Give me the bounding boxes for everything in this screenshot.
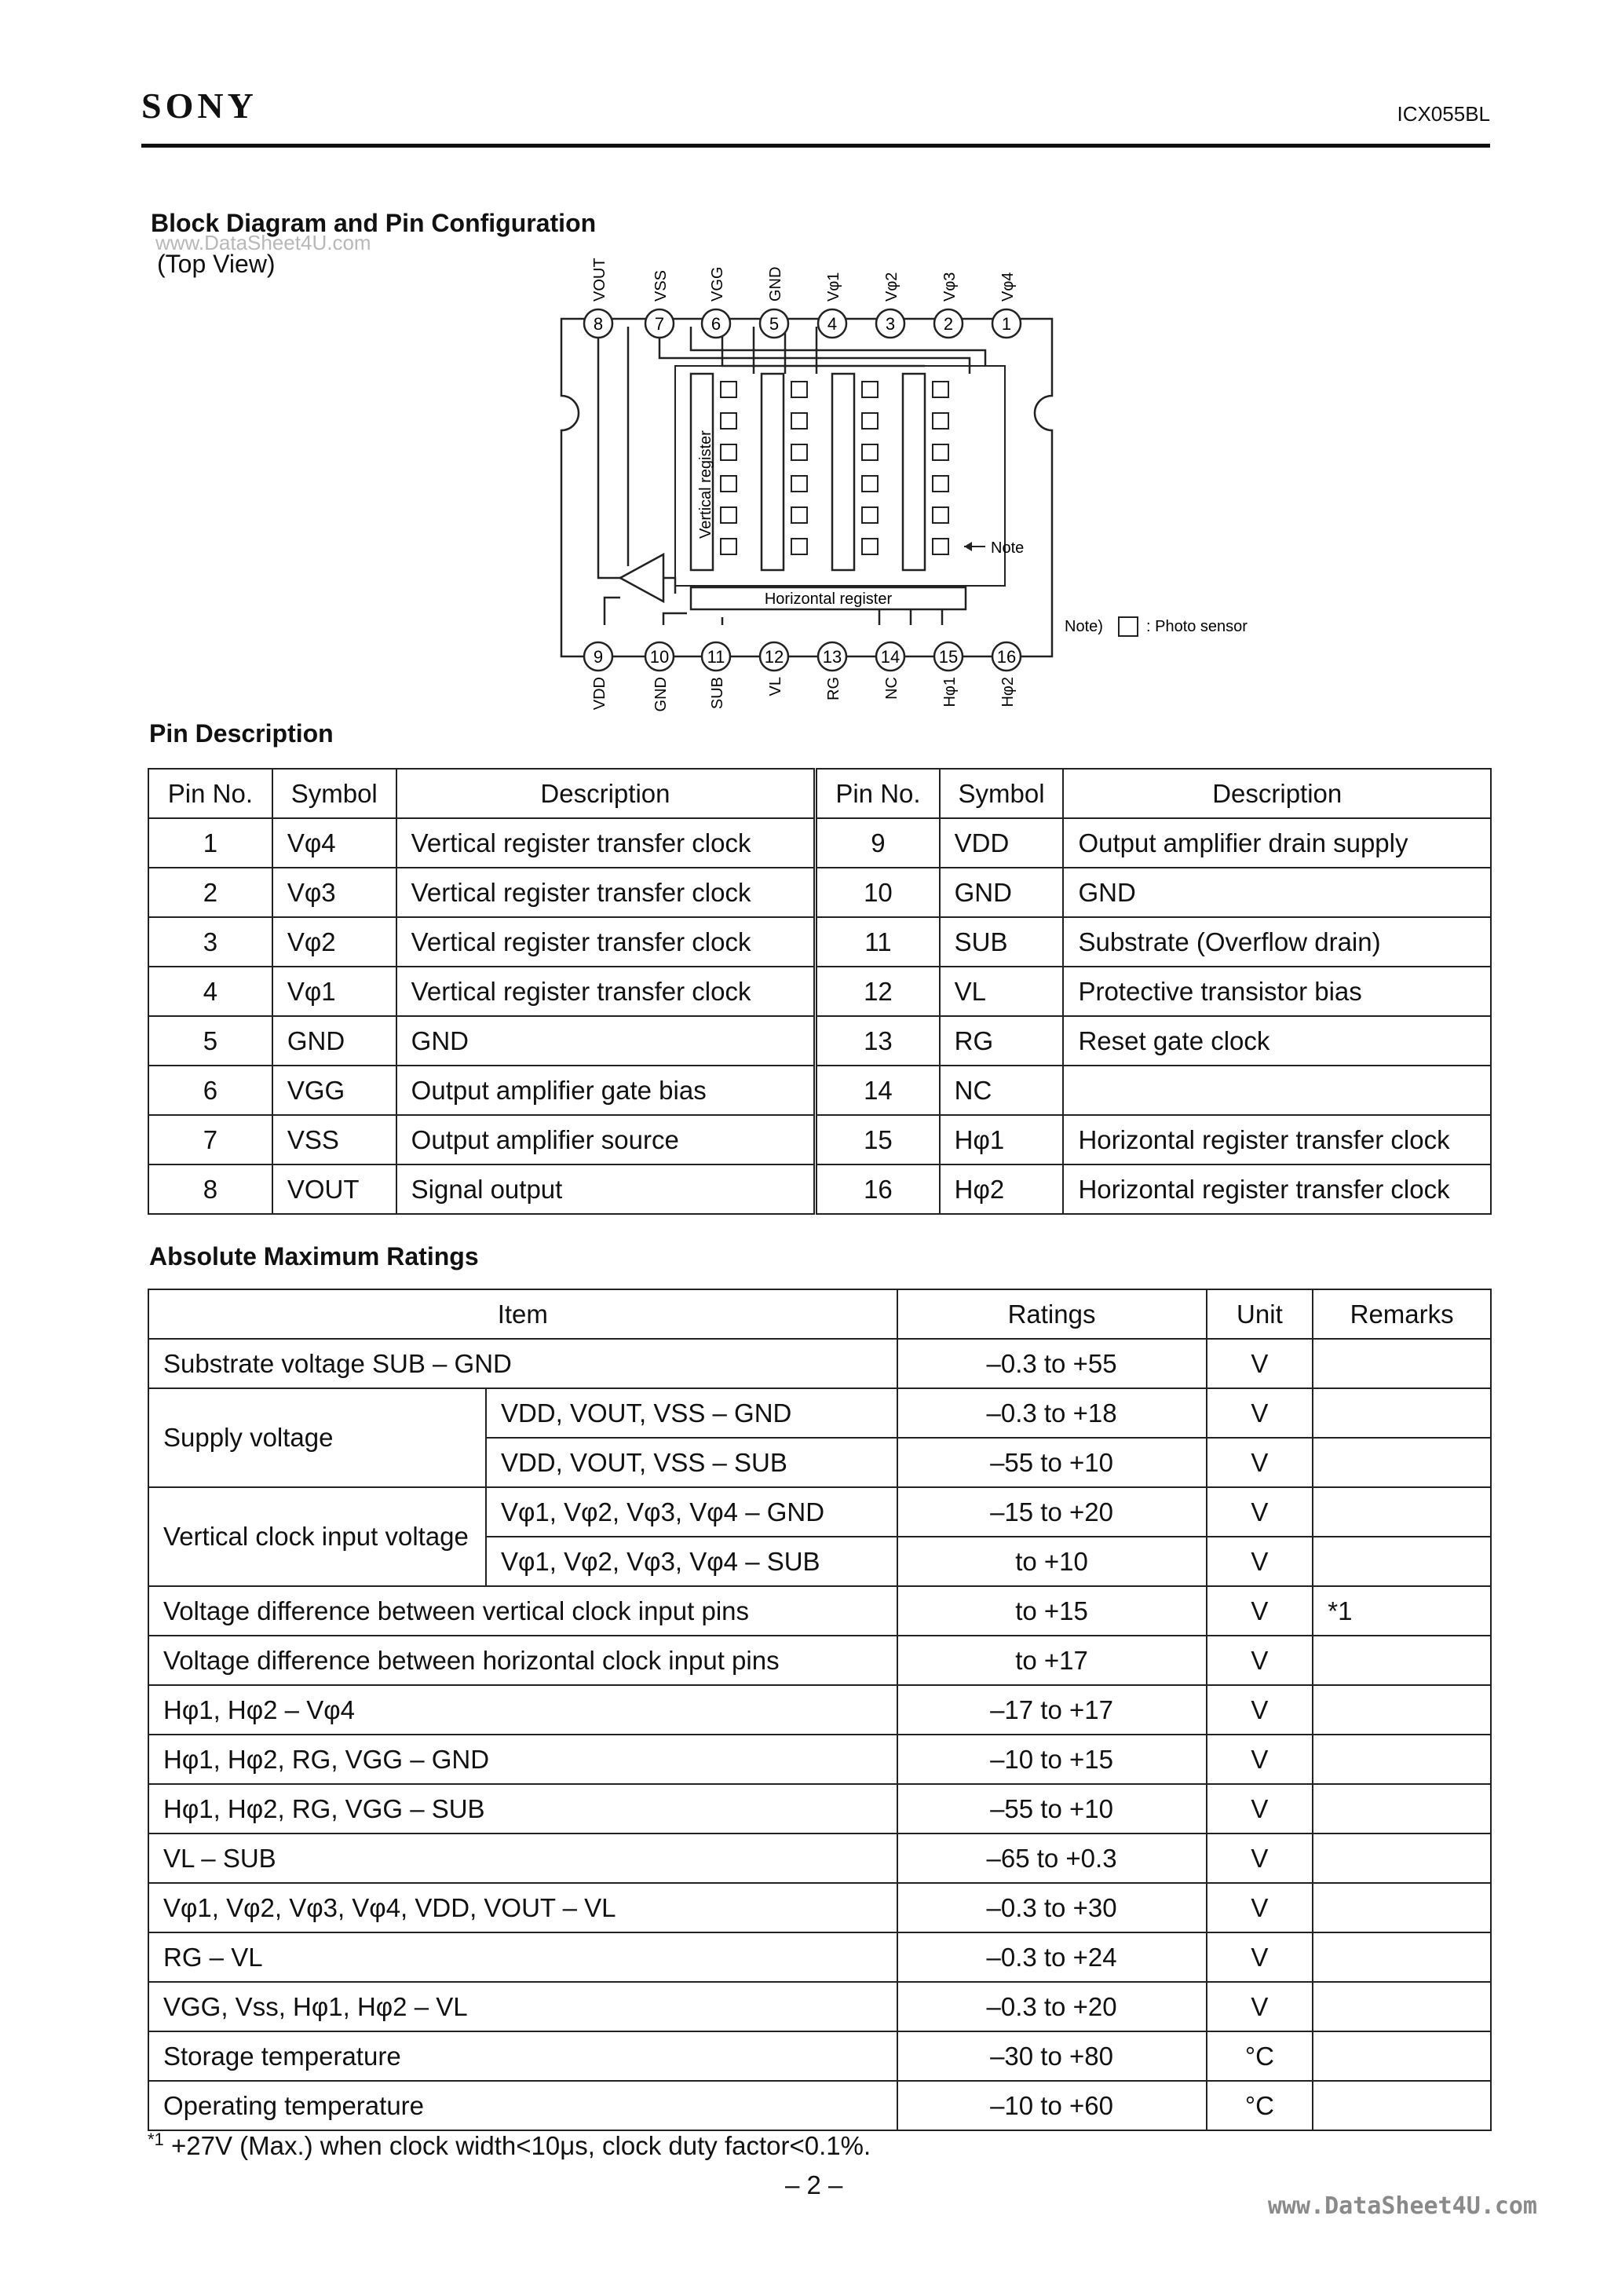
header-rule — [141, 144, 1490, 148]
footnote-mark: *1 — [148, 2130, 164, 2149]
bottom-pin-num: 15 — [938, 647, 959, 667]
bottom-pin-label: Hφ1 — [941, 677, 959, 707]
cell: 9 — [816, 818, 940, 868]
cell-unit: V — [1207, 1388, 1313, 1438]
header-ratings: Ratings — [897, 1289, 1207, 1339]
cell: Output amplifier drain supply — [1063, 818, 1491, 868]
cell-rating: –55 to +10 — [897, 1438, 1207, 1487]
cell-rating: –10 to +15 — [897, 1735, 1207, 1784]
cell-item: Storage temperature — [148, 2031, 897, 2081]
table-row — [148, 1685, 1491, 1735]
cell: GND — [940, 868, 1064, 917]
watermark-top: www.DataSheet4U.com — [155, 231, 371, 254]
cell-item: Hφ1, Hφ2, RG, VGG – SUB — [148, 1784, 897, 1834]
cell-unit: V — [1207, 1735, 1313, 1784]
note-legend-text: : Photo sensor — [1146, 618, 1248, 635]
cell-item: Supply voltage — [148, 1388, 486, 1487]
cell: 1 — [148, 818, 272, 868]
top-pin-label: Vφ1 — [825, 272, 842, 302]
header-description: Description — [1063, 769, 1491, 818]
header-remarks: Remarks — [1313, 1289, 1491, 1339]
footnote — [148, 2130, 871, 2161]
bottom-pin-num: 11 — [707, 647, 725, 667]
cell-subitem: Vφ1, Vφ2, Vφ3, Vφ4 – GND — [486, 1487, 897, 1537]
cell-item: Vertical clock input voltage — [148, 1487, 486, 1586]
cell: Horizontal register transfer clock — [1063, 1115, 1491, 1164]
top-pin-num: 8 — [593, 314, 604, 334]
cell: 8 — [148, 1164, 272, 1214]
top-pin-label: VGG — [709, 266, 726, 302]
bottom-pin-num: 16 — [996, 647, 1017, 667]
cell-remarks — [1313, 1932, 1491, 1982]
cell: 15 — [816, 1115, 940, 1164]
cell-item: Voltage difference between horizontal clock input pins — [148, 1636, 897, 1685]
bottom-pin-num: 13 — [822, 647, 842, 667]
table-header-row — [148, 1289, 1491, 1339]
footnote-text: +27V (Max.) when clock width<10μs, clock duty factor<0.1%. — [170, 2131, 871, 2160]
cell-subitem: VDD, VOUT, VSS – GND — [486, 1388, 897, 1438]
cell: VOUT — [272, 1164, 396, 1214]
cell: Signal output — [396, 1164, 816, 1214]
cell-item: Substrate voltage SUB – GND — [148, 1339, 897, 1388]
bottom-pin-label: VL — [767, 677, 784, 696]
cell: Vertical register transfer clock — [396, 818, 816, 868]
cell: 3 — [148, 917, 272, 967]
table-row — [148, 917, 1491, 967]
cell-remarks — [1313, 1537, 1491, 1586]
note-arrowhead-icon — [964, 542, 972, 551]
top-pin-num: 7 — [654, 314, 665, 334]
cell-unit: V — [1207, 1685, 1313, 1735]
cell-remarks — [1313, 2031, 1491, 2081]
header-pin-no: Pin No. — [148, 769, 272, 818]
horizontal-register-label: Horizontal register — [764, 590, 893, 608]
cell: Reset gate clock — [1063, 1016, 1491, 1066]
table-row — [148, 1982, 1491, 2031]
bottom-pin-row — [584, 642, 1021, 711]
cell-unit: V — [1207, 1982, 1313, 2031]
bottom-pin-label: RG — [825, 677, 842, 700]
cell-item: Vφ1, Vφ2, Vφ3, Vφ4, VDD, VOUT – VL — [148, 1883, 897, 1932]
cell: NC — [940, 1066, 1064, 1115]
note-legend-prefix: Note) — [1065, 618, 1103, 635]
cell-item: Voltage difference between vertical clock input pins — [148, 1586, 897, 1636]
cell-rating: –17 to +17 — [897, 1685, 1207, 1735]
cell: Output amplifier source — [396, 1115, 816, 1164]
cell: Horizontal register transfer clock — [1063, 1164, 1491, 1214]
cell: 2 — [148, 868, 272, 917]
cell-unit: V — [1207, 1636, 1313, 1685]
cell-unit: V — [1207, 1932, 1313, 1982]
cell-rating: –0.3 to +24 — [897, 1932, 1207, 1982]
bottom-pin-label: VDD — [591, 677, 608, 711]
cell-unit: V — [1207, 1834, 1313, 1883]
cell: Hφ2 — [940, 1164, 1064, 1214]
top-pin-num: 5 — [769, 314, 780, 334]
cell-remarks — [1313, 2081, 1491, 2130]
cell-remarks — [1313, 1487, 1491, 1537]
cell: SUB — [940, 917, 1064, 967]
table-row — [148, 1834, 1491, 1883]
top-pin-label: Vφ3 — [941, 272, 959, 302]
cell-unit: V — [1207, 1339, 1313, 1388]
top-pin-label: Vφ4 — [999, 272, 1017, 302]
cell: Vertical register transfer clock — [396, 917, 816, 967]
vertical-register-label: Vertical register — [697, 430, 714, 539]
table-row — [148, 818, 1491, 868]
cell-remarks — [1313, 1735, 1491, 1784]
top-pin-row — [584, 258, 1021, 338]
sony-logo: SONY — [141, 86, 258, 126]
cell-unit: V — [1207, 1487, 1313, 1537]
table-row — [148, 1066, 1491, 1115]
cell-remarks — [1313, 1982, 1491, 2031]
block-diagram — [550, 248, 1288, 719]
cell-unit: V — [1207, 1784, 1313, 1834]
cell: VSS — [272, 1115, 396, 1164]
cell: 6 — [148, 1066, 272, 1115]
photo-sensor-legend-icon — [1119, 617, 1138, 636]
table-row — [148, 1388, 1491, 1438]
cell: Vertical register transfer clock — [396, 967, 816, 1016]
bottom-pin-num: 12 — [764, 647, 784, 667]
watermark-bottom: www.DataSheet4U.com — [1267, 2192, 1537, 2220]
cell-rating: –30 to +80 — [897, 2031, 1207, 2081]
table-row — [148, 1932, 1491, 1982]
cell: Protective transistor bias — [1063, 967, 1491, 1016]
cell-rating: –55 to +10 — [897, 1784, 1207, 1834]
cell-rating: –10 to +60 — [897, 2081, 1207, 2130]
pin-description-table — [148, 768, 1492, 1215]
cell: GND — [272, 1016, 396, 1066]
table-row — [148, 1784, 1491, 1834]
cell: Vφ3 — [272, 868, 396, 917]
cell: Vertical register transfer clock — [396, 868, 816, 917]
pin-description-title: Pin Description — [149, 719, 334, 748]
cell: Output amplifier gate bias — [396, 1066, 816, 1115]
cell-rating: –0.3 to +18 — [897, 1388, 1207, 1438]
cell: GND — [1063, 868, 1491, 917]
table-row — [148, 1636, 1491, 1685]
cell: 13 — [816, 1016, 940, 1066]
cell: VGG — [272, 1066, 396, 1115]
block-diagram-subtitle: (Top View) — [157, 250, 276, 278]
header-pin-no: Pin No. — [816, 769, 940, 818]
top-pin-label: GND — [767, 266, 784, 302]
table-row — [148, 1339, 1491, 1388]
block-diagram-title: Block Diagram and Pin Configuration — [151, 209, 597, 237]
cell-item: Hφ1, Hφ2 – Vφ4 — [148, 1685, 897, 1735]
top-pin-label: VOUT — [591, 258, 608, 302]
table-row — [148, 2031, 1491, 2081]
cell: Vφ4 — [272, 818, 396, 868]
table-row — [148, 1487, 1491, 1537]
cell-rating: –0.3 to +20 — [897, 1982, 1207, 2031]
cell: VDD — [940, 818, 1064, 868]
cell: 4 — [148, 967, 272, 1016]
bottom-pin-num: 14 — [880, 647, 901, 667]
cell-remarks — [1313, 1784, 1491, 1834]
cell: GND — [396, 1016, 816, 1066]
cell: Vφ2 — [272, 917, 396, 967]
cell: Vφ1 — [272, 967, 396, 1016]
cell-item: Operating temperature — [148, 2081, 897, 2130]
cell: 12 — [816, 967, 940, 1016]
cell: 16 — [816, 1164, 940, 1214]
part-number: ICX055BL — [1397, 102, 1490, 126]
cell: 14 — [816, 1066, 940, 1115]
cell-remarks — [1313, 1834, 1491, 1883]
bottom-pin-num: 10 — [649, 647, 670, 667]
bottom-pin-label: SUB — [709, 677, 726, 710]
cell-remarks — [1313, 1883, 1491, 1932]
cell-unit: V — [1207, 1438, 1313, 1487]
cell-remarks — [1313, 1339, 1491, 1388]
header-description: Description — [396, 769, 816, 818]
top-pin-label: VSS — [652, 269, 670, 302]
bottom-pin-label: GND — [652, 677, 670, 712]
cell: 10 — [816, 868, 940, 917]
cell-remarks — [1313, 1685, 1491, 1735]
top-pin-num: 3 — [885, 314, 896, 334]
table-row — [148, 1016, 1491, 1066]
top-pin-label: Vφ2 — [883, 272, 901, 302]
amr-title: Absolute Maximum Ratings — [149, 1242, 479, 1270]
cell: Hφ1 — [940, 1115, 1064, 1164]
cell-unit: °C — [1207, 2081, 1313, 2130]
cell-item: VL – SUB — [148, 1834, 897, 1883]
cell-rating: –15 to +20 — [897, 1487, 1207, 1537]
bottom-pin-num: 9 — [593, 647, 604, 667]
table-row — [148, 2081, 1491, 2130]
cell-remarks: *1 — [1313, 1586, 1491, 1636]
table-row — [148, 967, 1491, 1016]
header-symbol: Symbol — [940, 769, 1064, 818]
cell-rating: to +17 — [897, 1636, 1207, 1685]
bottom-pin-label: NC — [883, 677, 901, 700]
cell: 7 — [148, 1115, 272, 1164]
amr-table — [148, 1289, 1492, 2131]
cell-remarks — [1313, 1388, 1491, 1438]
cell-rating: to +15 — [897, 1586, 1207, 1636]
cell-remarks — [1313, 1438, 1491, 1487]
cell-subitem: VDD, VOUT, VSS – SUB — [486, 1438, 897, 1487]
table-row — [148, 1586, 1491, 1636]
table-row — [148, 1164, 1491, 1214]
table-header-row — [148, 769, 1491, 818]
cell-item: RG – VL — [148, 1932, 897, 1982]
table-row — [148, 868, 1491, 917]
cell — [1063, 1066, 1491, 1115]
table-row — [148, 1735, 1491, 1784]
header-unit: Unit — [1207, 1289, 1313, 1339]
cell: Substrate (Overflow drain) — [1063, 917, 1491, 967]
cell-unit: °C — [1207, 2031, 1313, 2081]
cell-rating: –0.3 to +55 — [897, 1339, 1207, 1388]
cell: 5 — [148, 1016, 272, 1066]
cell-rating: –0.3 to +30 — [897, 1883, 1207, 1932]
table-row — [148, 1883, 1491, 1932]
top-pin-num: 6 — [711, 314, 721, 334]
table-row — [148, 1115, 1491, 1164]
page-number: – 2 – — [785, 2170, 843, 2199]
header-item: Item — [148, 1289, 897, 1339]
cell-unit: V — [1207, 1586, 1313, 1636]
cell-item: Hφ1, Hφ2, RG, VGG – GND — [148, 1735, 897, 1784]
cell-item: VGG, Vss, Hφ1, Hφ2 – VL — [148, 1982, 897, 2031]
top-pin-num: 1 — [1001, 314, 1012, 334]
cell-unit: V — [1207, 1883, 1313, 1932]
header-symbol: Symbol — [272, 769, 396, 818]
cell-remarks — [1313, 1636, 1491, 1685]
bottom-pin-label: Hφ2 — [999, 677, 1017, 707]
cell: VL — [940, 967, 1064, 1016]
top-pin-num: 2 — [943, 314, 954, 334]
cell-rating: –65 to +0.3 — [897, 1834, 1207, 1883]
top-pin-num: 4 — [827, 314, 838, 334]
cell: 11 — [816, 917, 940, 967]
cell-subitem: Vφ1, Vφ2, Vφ3, Vφ4 – SUB — [486, 1537, 897, 1586]
cell-rating: to +10 — [897, 1537, 1207, 1586]
cell-unit: V — [1207, 1537, 1313, 1586]
cell: RG — [940, 1016, 1064, 1066]
note-arrow-label: Note — [991, 539, 1025, 557]
